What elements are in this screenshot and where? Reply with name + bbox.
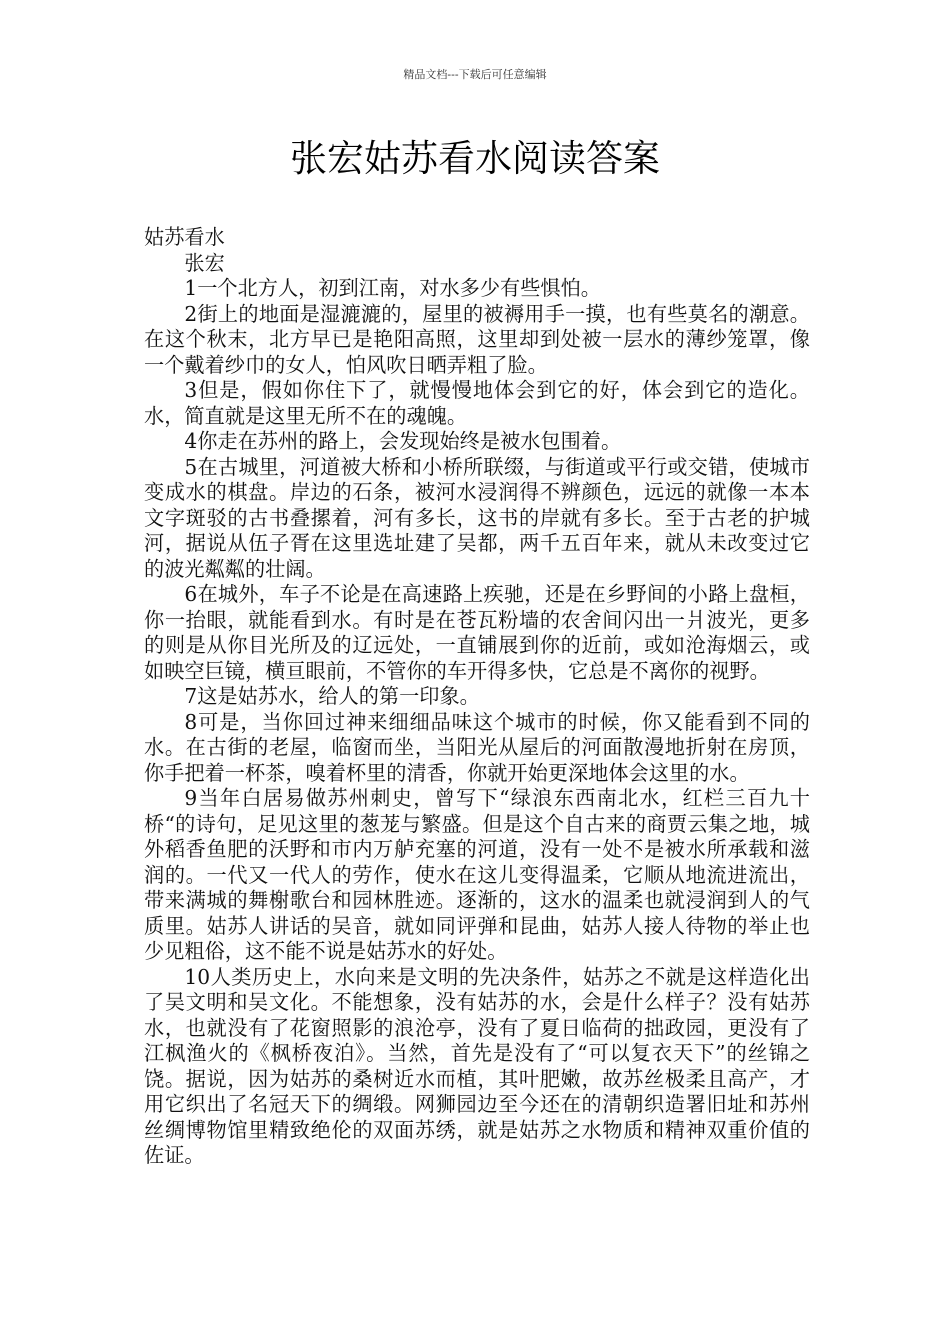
paragraph-10: 10人类历史上，水向来是文明的先决条件，姑苏之不就是这样造化出了吴文明和吴文化。不能想象，没有姑苏的水，会是什么样子？没有姑苏水，也就没有了花窗照影的浪沧亭，没有了夏日临荷的拙政园，更没有了江枫渔火的《枫桥夜泊》。当然，首先是没有了“可以复衣天下”的丝锦之饶。据说，因为姑苏的桑树近水而植，其叶肥嫩，故苏丝极柔且高产，才用它织出了名冠天下的绸缎。网狮园边至今还在的清朝织造署旧址和苏州丝绸博物馆里精致绝伦的双面苏绣，就是姑苏之水物质和精神双重价值的佐证。 [144,964,810,1167]
article-author: 张宏 [184,250,225,275]
paragraph-5: 5在古城里，河道被大桥和小桥所联缀，与街道或平行或交错，使城市变成水的棋盘。岸边的石条，被河水浸润得不辨颜色，远远的就像一本本文字斑驳的古书叠摞着，河有多长，这书的岸就有多长。至于古老的护城河，据说从伍子胥在这里选址建了吴都，两千五百年来，就从未改变过它的波光粼粼的壮阔。 [144,454,810,581]
paragraph-2: 2街上的地面是湿漉漉的，屋里的被褥用手一摸，也有些莫名的潮意。在这个秋末，北方早已是艳阳高照，这里却到处被一层水的薄纱笼罩，像一个戴着纱巾的女人，怕风吹日晒弄粗了脸。 [144,301,810,377]
paragraph-7: 7这是姑苏水，给人的第一印象。 [184,684,480,708]
document-body [144,225,810,1169]
paragraph-3: 3但是，假如你住下了，就慢慢地体会到它的好，体会到它的造化。水，简直就是这里无所不在的魂魄。 [144,378,810,428]
paragraph-6: 6在城外，车子不论是在高速路上疾驰，还是在乡野间的小路上盘桓，你一抬眼，就能看到水。有时是在苍瓦粉墙的农舍间闪出一爿波光，更多的则是从你目光所及的辽远处，一直铺展到你的近前，或如沧海烟云，或如映空巨镜，横亘眼前，不管你的车开得多快，它总是不离你的视野。 [144,582,810,683]
document-title: 张宏姑苏看水阅读答案 [290,137,660,180]
paragraph-1: 1一个北方人，初到江南，对水多少有些惧怕。 [184,276,601,300]
paragraph-4: 4你走在苏州的路上，会发现始终是被水包围着。 [184,429,622,453]
page-header-note: 精品文档---下载后可任意编辑 [403,68,547,81]
paragraph-8: 8可是，当你回过神来细细品味这个城市的时候，你又能看到不同的水。在古街的老屋，临窗而坐，当阳光从屋后的河面散漫地折射在房顶，你手把着一杯茶，嗅着杯里的清香，你就开始更深地体会这里的水。 [144,709,810,785]
paragraph-9: 9当年白居易做苏州刺史，曾写下“绿浪东西南北水，红栏三百九十桥“的诗句，足见这里的葱茏与繁盛。但是这个自古来的商贾云集之地，城外稻香鱼肥的沃野和市内万舻充塞的河道，没有一处不是被水所承载和滋润的。一代又一代人的劳作，使水在这儿变得温柔，它顺从地流进流出，带来满城的舞榭歌台和园林胜迹。逐渐的，这水的温柔也就浸润到人的气质里。姑苏人讲话的吴音，就如同评弹和昆曲，姑苏人接人待物的举止也少见粗俗，这不能不说是姑苏水的好处。 [144,786,810,963]
article-heading: 姑苏看水 [144,225,225,249]
